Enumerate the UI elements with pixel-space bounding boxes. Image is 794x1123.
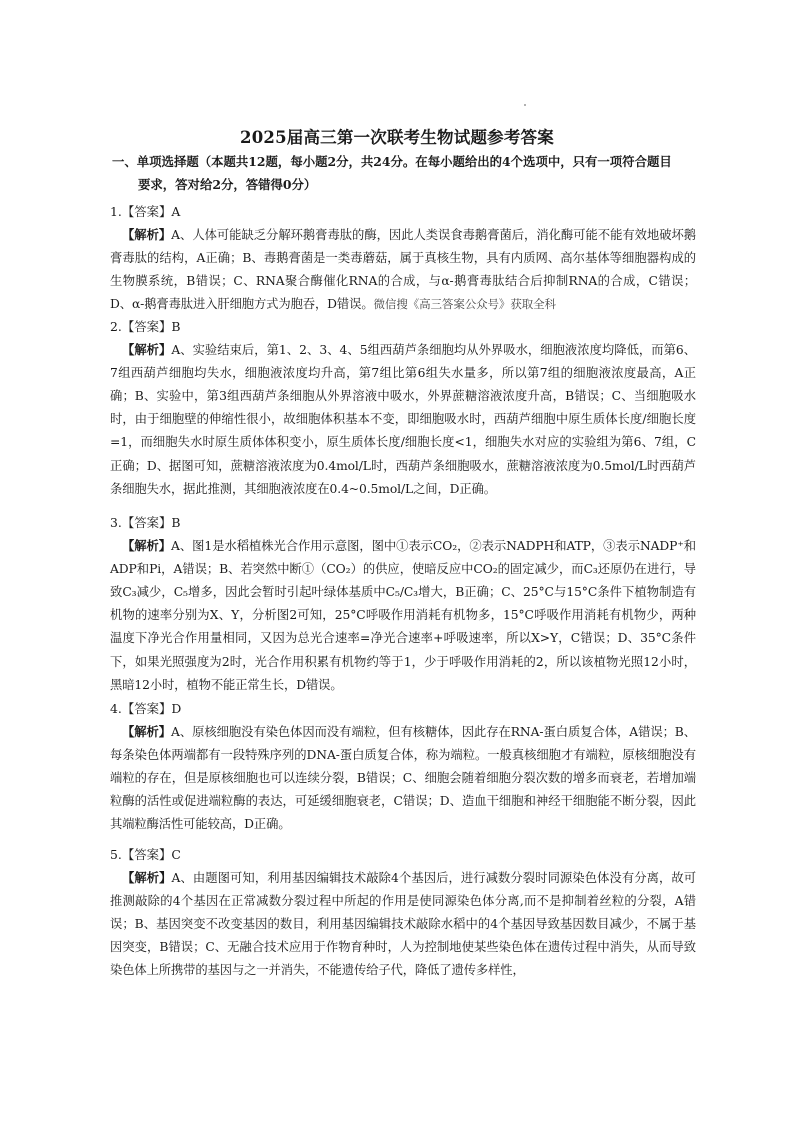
section-heading (112, 150, 692, 196)
analysis-body: A、实验结束后，第1、2、3、4、5组西葫芦条细胞均从外界吸水，细胞液浓度均降低，而第6、7组西葫芦细胞均失水，细胞液浓度均升高，第7组比第6组失水量多，所以第7组的细胞液浓度最高，A正确；B、实验中，第3组西葫芦条细胞从外界溶液中吸水，外界蔗糖溶液浓度升高，B错误；C、当细胞吸水时，由于细胞壁的伸缩性很小，故细胞体积基本不变，即细胞吸水时，西葫芦细胞中原生质体长度/细胞长度=1，而细胞失水时原生质体体积变小，原生质体长度/细胞长度<1，细胞失水对应的实验组为第6、7组，C正确；D、据图可知，蔗糖溶液浓度为0.4mol/L时，西葫芦条细胞吸水，蔗糖溶液浓度为0.5mol/L时西葫芦条细胞失水，据此推测，其细胞液浓度在0.4~0.5mol/L之间，D正确。 (110, 343, 696, 496)
analysis-text (110, 720, 696, 836)
page-title: 2025届高三第一次联考生物试题参考答案 (240, 128, 554, 147)
section-heading-line2: 要求，答对给2分，答错得0分） (138, 177, 317, 192)
answer-line: 3.【答案】B (110, 515, 181, 530)
analysis-body: A、原核细胞没有染色体因而没有端粒，但有核糖体，因此存在RNA-蛋白质复合体，A错误；B、每条染色体两端都有一段特殊序列的DNA-蛋白质复合体，称为端粒。一般真核细胞才有端粒，原核细胞没有端粒的存在，但是原核细胞也可以连续分裂，B错误；C、细胞会随着细胞分裂次数的增多而衰老，若增加端粒酶的活性或促进端粒酶的表达，可延缓细胞衰老，C错误；D、造血干细胞和神经干细胞能不断分裂，因此其端粒酶活性可能较高，D正确。 (110, 725, 696, 832)
analysis-text (110, 534, 696, 697)
analysis-text (110, 223, 696, 316)
analysis-body: A、由题图可知，利用基因编辑技术敲除4个基因后，进行减数分裂时同源染色体没有分离，故可推测敲除的4个基因在正常减数分裂过程中所起的作用是使同源染色体分离,而不是抑制着丝粒的分裂，A错误；B、基因突变不改变基因的数目，利用基因编辑技术敲除水稻中的4个基因导致基因数目减少，不属于基因突变，B错误；C、无融合技术应用于作物育种时，人为控制地使某些染色体在遗传过程中消失，从而导致染色体上所携带的基因与之一并消失，不能遗传给子代，降低了遗传多样性， (110, 871, 696, 978)
question-1 (110, 200, 696, 316)
question-5 (110, 843, 696, 983)
question-4 (110, 697, 696, 837)
scan-speck (524, 104, 526, 106)
analysis-label: 【解析】 (122, 538, 172, 554)
analysis-label: 【解析】 (122, 227, 172, 243)
answer-line: 4.【答案】D (110, 701, 182, 716)
analysis-text (110, 338, 696, 501)
analysis-text (110, 866, 696, 982)
answer-line: 2.【答案】B (110, 319, 181, 334)
analysis-body: A、人体可能缺乏分解环鹅膏毒肽的酶，因此人类误食毒鹅膏菌后，消化酶可能不能有效地破坏鹅膏毒肽的结构，A正确；B、毒鹅膏菌是一类毒蘑菇，属于真核生物，具有内质网、高尔基体等细胞器构成的生物膜系统，B错误；C、RNA聚合酶催化RNA的合成，与α-鹅膏毒肽结合后抑制RNA的合成，C错误；D、α-鹅膏毒肽进入肝细胞方式为胞吞，D错误。 (110, 228, 696, 312)
answer-line: 1.【答案】A (110, 204, 181, 219)
question-3 (110, 511, 696, 697)
analysis-label: 【解析】 (122, 870, 172, 886)
analysis-label: 【解析】 (122, 724, 172, 740)
answer-line: 5.【答案】C (110, 847, 181, 862)
question-2 (110, 315, 696, 501)
analysis-label: 【解析】 (122, 342, 172, 358)
promo-note: 微信搜《高三答案公众号》获取全科 (373, 297, 556, 312)
analysis-body: A、图1是水稻植株光合作用示意图，图中①表示CO₂，②表示NADPH和ATP，③表示NADP⁺和ADP和Pi，A错误；B、若突然中断①（CO₂）的供应，使暗反应中CO₂的固定减少，而C₃还原仍在进行，导致C₃减少，C₅增多，因此会暂时引起叶绿体基质中C₅/C₃增大，B正确；C、25°C与15°C条件下植物制造有机物的速率分别为X、Y，分析图2可知，25°C呼吸作用消耗有机物多，15°C呼吸作用消耗有机物少，两种温度下净光合作用量相同，又因为总光合速率=净光合速率+呼吸速率，所以X>Y，C错误；D、35°C条件下，如果光照强度为2时，光合作用积累有机物约等于1，少于呼吸作用消耗的2，所以该植物光照12小时，黑暗12小时，植物不能正常生长，D错误。 (110, 539, 696, 692)
section-heading-line1: 一、单项选择题（本题共12题，每小题2分，共24分。在每小题给出的4个选项中，只有一项符合题目 (112, 154, 672, 169)
